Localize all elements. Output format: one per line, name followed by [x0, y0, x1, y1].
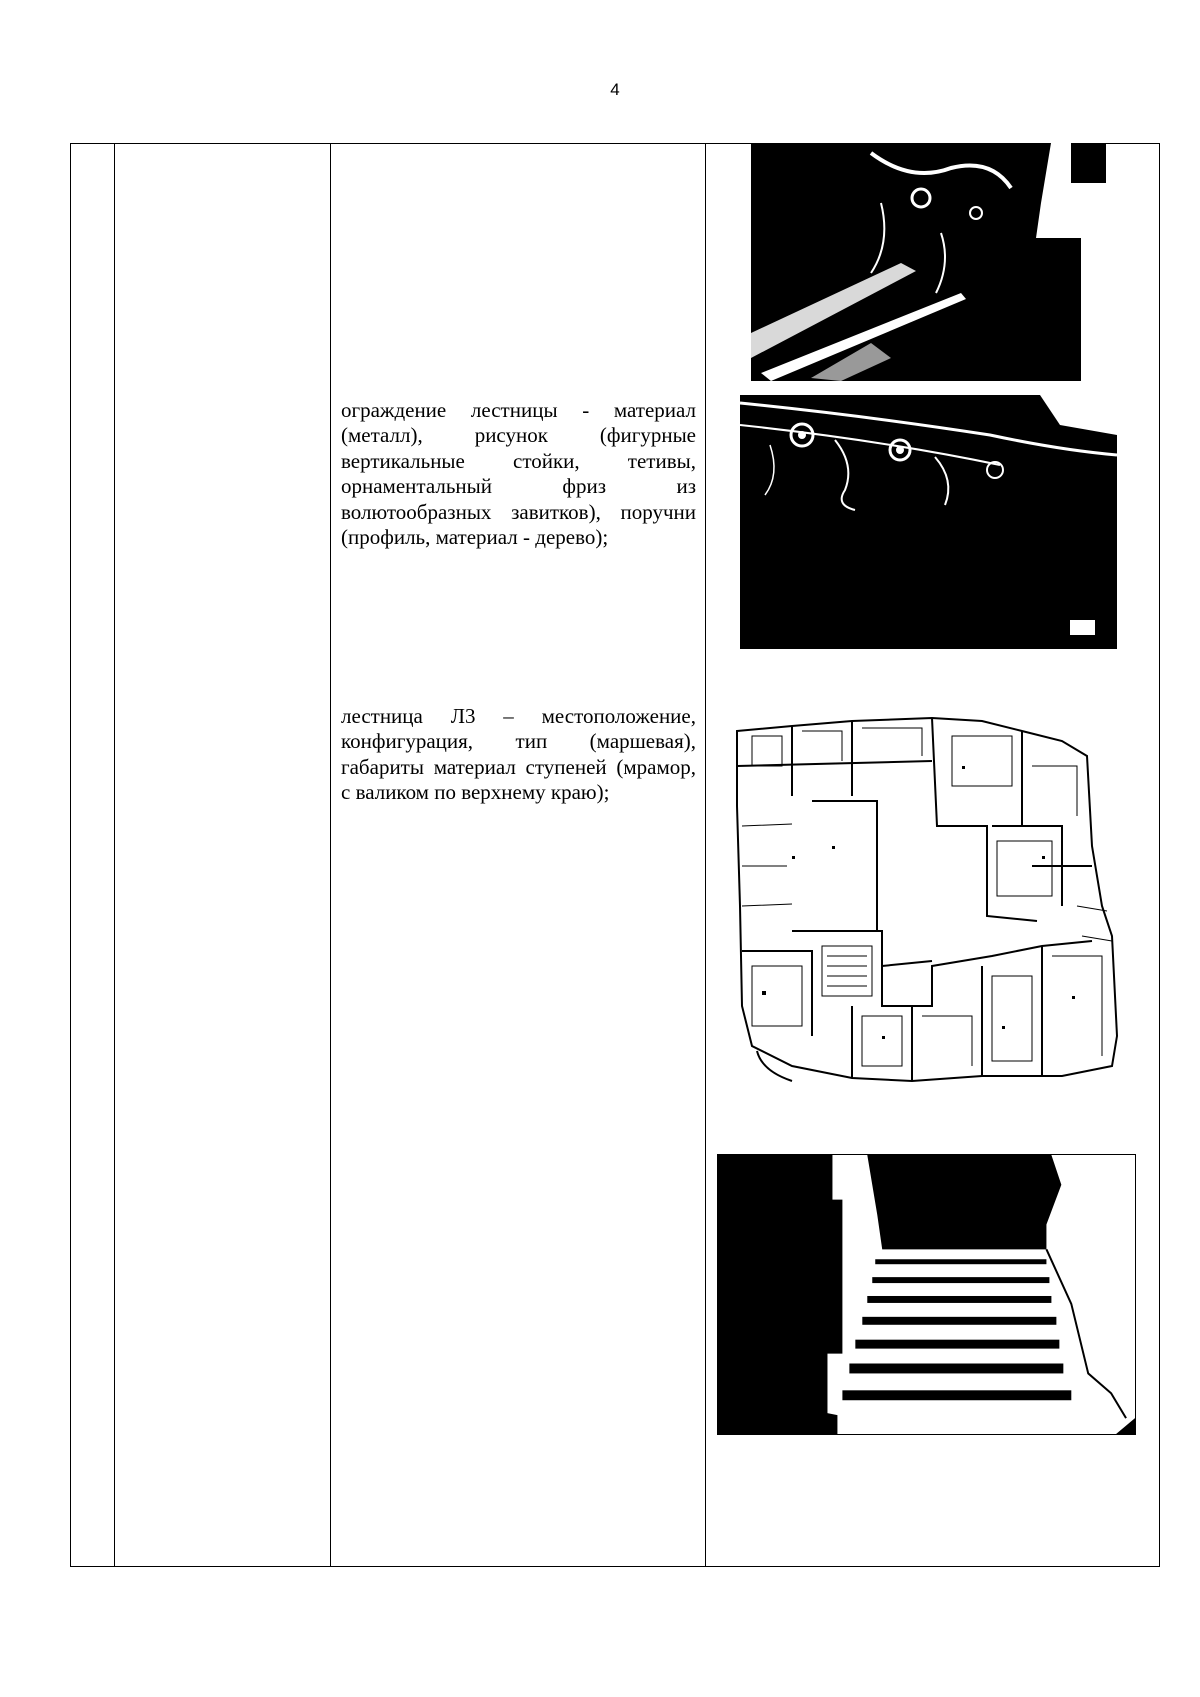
- page-number: 4: [610, 80, 620, 99]
- description-railing-text: ограждение лестницы - материал (металл), рисунок (фигурные вертикальные стойки, тетивы, орнаментальный фриз из волютообразных завитков), поручни (профиль, материал - дерево);: [341, 398, 696, 550]
- description-railing: [341, 398, 696, 550]
- railing-closeup-photo: [740, 395, 1117, 649]
- description-staircase-text: лестница Л3 – местоположение, конфигурация, тип (маршевая), габариты материал ступеней (мрамор, с валиком по верхнему краю);: [341, 704, 696, 805]
- railing-closeup-photo-icon: [740, 395, 1117, 649]
- description-staircase-l3: [341, 704, 696, 806]
- staircase-photo-icon: [718, 1155, 1135, 1434]
- floor-plan-drawing: [732, 706, 1127, 1131]
- column-divider-3: [705, 144, 706, 1566]
- column-divider-1: [114, 144, 115, 1566]
- floor-plan-drawing-icon: [732, 706, 1127, 1131]
- staircase-photo: [717, 1154, 1136, 1435]
- railing-photo: [751, 143, 1106, 381]
- railing-photo-icon: [751, 143, 1106, 381]
- column-divider-2: [330, 144, 331, 1566]
